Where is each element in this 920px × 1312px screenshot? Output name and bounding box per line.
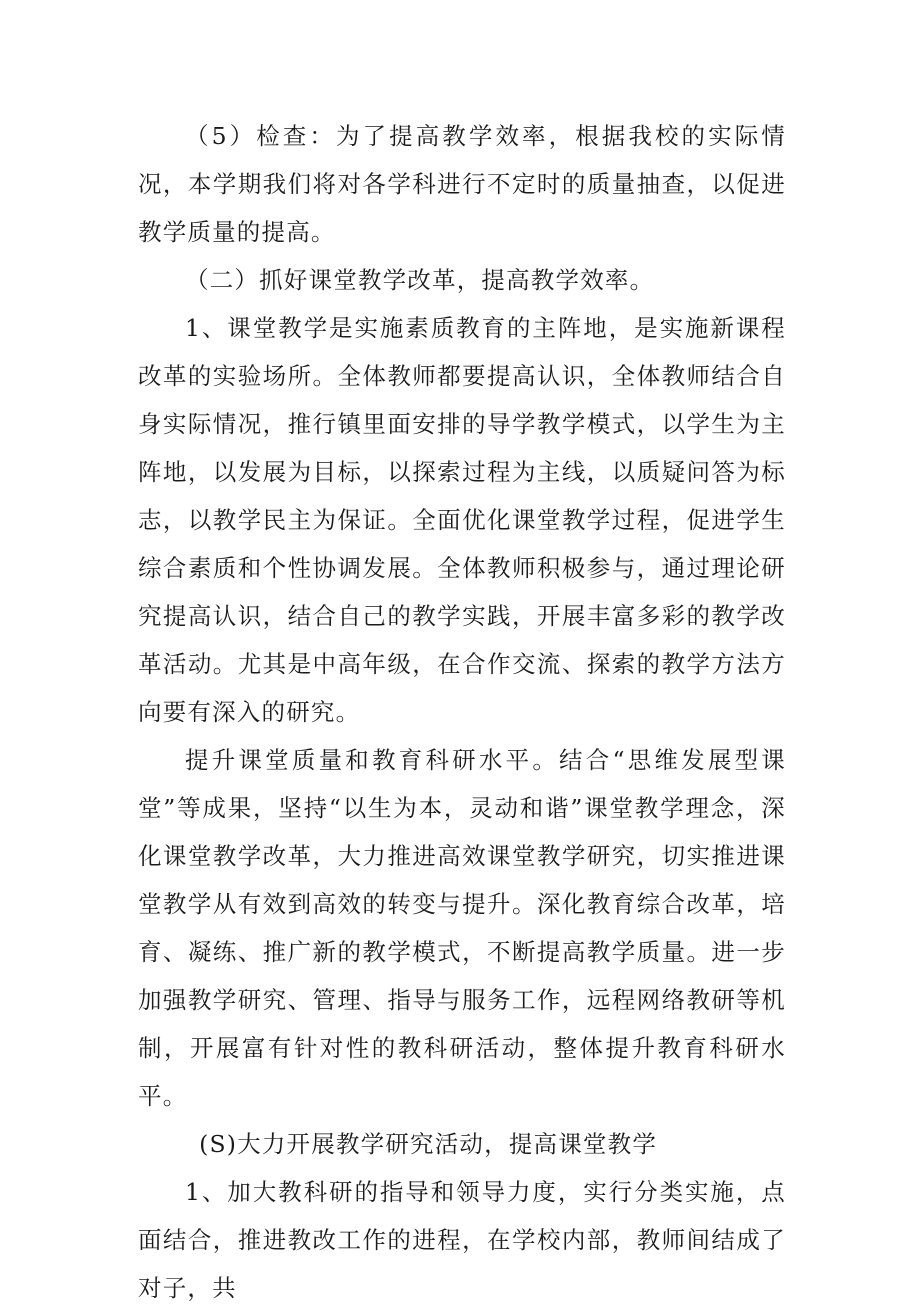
paragraph-research-guidance: 1、加大教科研的指导和领导力度，实行分类实施，点面结合，推进教改工作的进程，在学校内部，教师间结成了对子，共 — [138, 1178, 786, 1302]
paragraph-quality-research: 提升课堂质量和教育科研水平。结合“思维发展型课堂”等成果，坚持“以生为本，灵动和谐”课堂教学理念，深化课堂教学改革，大力推进高效课堂教学研究，切实推进课堂教学从有效到高效的转变与提升。深化教育综合改革，培育、凝练、推广新的教学模式，不断提高教学质量。进一步加强教学研究、管理、指导与服务工作，远程网络教研等机制，开展富有针对性的教科研活动，整体提升教育科研水平。 — [138, 746, 786, 1110]
section-heading-classroom-reform: （二）抓好课堂教学改革，提高教学效率。 — [185, 266, 655, 294]
paragraph-classroom-teaching: 1、课堂教学是实施素质教育的主阵地，是实施新课程改革的实验场所。全体教师都要提高认识，全体教师结合自身实际情况，推行镇里面安排的导学教学模式，以学生为主阵地，以发展为目标，以探索过程为主线，以质疑问答为标志，以教学民主为保证。全面优化课堂教学过程，促进学生综合素质和个性协调发展。全体教师积极参与，通过理论研究提高认识，结合自己的教学实践，开展丰富多彩的教学改革活动。尤其是中高年级，在合作交流、探索的教学方法方向要有深入的研究。 — [138, 314, 786, 726]
section-heading-research-activities: (S)大力开展教学研究活动，提高课堂教学 — [199, 1130, 658, 1158]
paragraph-inspection: （5）检查：为了提高教学效率，根据我校的实际情况，本学期我们将对各学科进行不定时的质量抽查，以促进教学质量的提高。 — [138, 122, 786, 246]
document-body — [138, 112, 786, 1312]
